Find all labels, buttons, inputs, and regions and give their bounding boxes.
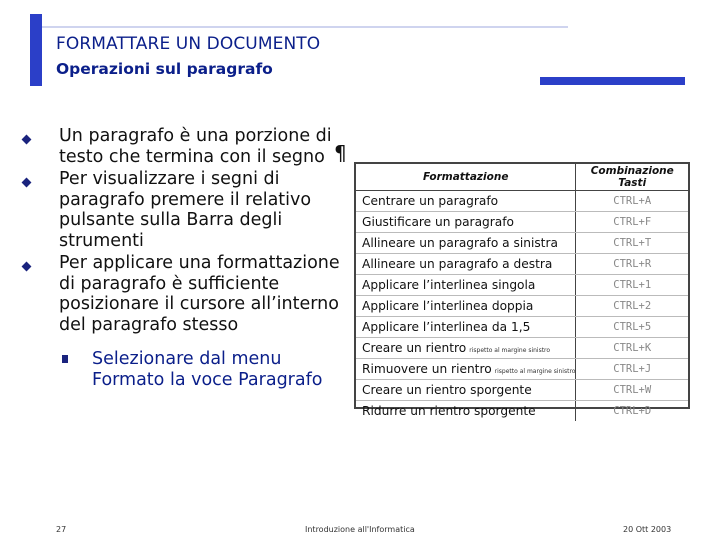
formatting-cell	[356, 212, 576, 233]
formatting-cell	[356, 317, 576, 338]
shortcut-table	[354, 162, 690, 418]
formatting-cell	[356, 296, 576, 317]
diamond-bullet-icon	[22, 135, 32, 145]
square-bullet-icon	[62, 355, 68, 363]
table-row	[356, 317, 688, 338]
table-row	[356, 296, 688, 317]
formatting-note: rispetto al margine sinistro	[469, 347, 551, 354]
slide-title: FORMATTARE UN DOCUMENTO	[56, 34, 321, 54]
formatting-cell	[356, 233, 576, 254]
formatting-cell	[356, 191, 576, 212]
pilcrow-icon: ¶	[334, 141, 347, 165]
formatting-cell	[356, 401, 576, 422]
column-header-formatting: Formattazione	[356, 164, 576, 191]
menu-item-name: Paragrafo	[238, 369, 323, 390]
shortcut-keys: CTRL+J	[576, 359, 688, 380]
formatting-cell	[356, 275, 576, 296]
sub-bullet-prefix: Selezionare dal menu	[92, 349, 282, 369]
shortcut-keys: CTRL+A	[576, 191, 688, 212]
formatting-cell	[356, 254, 576, 275]
bullet-item	[22, 169, 357, 251]
shortcut-keys: CTRL+W	[576, 380, 688, 401]
formatting-action: Applicare l’interlinea doppia	[362, 299, 534, 313]
column-header-keys: Combinazione Tasti	[576, 164, 688, 191]
formatting-action: Rimuovere un rientro	[362, 362, 492, 376]
sub-bullet-item	[22, 349, 357, 390]
bullet-item	[22, 253, 357, 335]
table-row	[356, 275, 688, 296]
shortcut-keys: CTRL+K	[576, 338, 688, 359]
bullet-text: Per visualizzare i segni di paragrafo premere il relativo pulsante sulla Barra degli strumenti	[59, 169, 312, 251]
formatting-action: Centrare un paragrafo	[362, 194, 499, 208]
formatting-cell	[356, 380, 576, 401]
diamond-bullet-icon	[22, 178, 32, 188]
shortcut-keys: CTRL+T	[576, 233, 688, 254]
formatting-action: Allineare un paragrafo a destra	[362, 257, 553, 271]
formatting-action: Applicare l’interlinea singola	[362, 278, 536, 292]
slide-subtitle: Operazioni sul paragrafo	[56, 60, 273, 78]
table-header-row	[356, 164, 688, 191]
formatting-note: rispetto al margine sinistro	[494, 368, 576, 375]
table-row	[356, 212, 688, 233]
bullet-text: Per applicare una formattazione di paragrafo è sufficiente posizionare il cursore all’interno del paragrafo stesso	[59, 253, 340, 335]
bullet-item	[22, 126, 357, 167]
bullet-list	[22, 126, 357, 390]
diamond-bullet-icon	[22, 262, 32, 272]
sub-bullet-middle: la voce	[169, 369, 233, 390]
table-row	[356, 359, 688, 380]
formatting-action: Allineare un paragrafo a sinistra	[362, 236, 558, 250]
formatting-cell	[356, 338, 576, 359]
page-number: 27	[56, 525, 67, 534]
table-row	[356, 254, 688, 275]
footer-course: Introduzione all'Informatica	[305, 525, 415, 534]
shortcut-keys: CTRL+F	[576, 212, 688, 233]
table-row	[356, 191, 688, 212]
formatting-action: Creare un rientro	[362, 341, 467, 355]
shortcut-keys: CTRL+5	[576, 317, 688, 338]
formatting-action: Applicare l’interlinea da 1,5	[362, 320, 531, 334]
menu-name: Formato	[92, 369, 165, 390]
shortcut-keys: CTRL+R	[576, 254, 688, 275]
top-rule	[42, 26, 568, 28]
right-accent-rule	[540, 77, 685, 85]
table-row	[356, 380, 688, 401]
formatting-action: Ridurre un rientro sporgente	[362, 404, 536, 418]
table-row	[356, 233, 688, 254]
accent-bar	[30, 14, 42, 86]
table-row	[356, 401, 688, 422]
table-row	[356, 338, 688, 359]
formatting-action: Giustificare un paragrafo	[362, 215, 514, 229]
shortcut-keys: CTRL+1	[576, 275, 688, 296]
footer-date: 20 Ott 2003	[623, 525, 672, 534]
formatting-cell	[356, 359, 576, 380]
bullet-text: Un paragrafo è una porzione di testo che termina con il segno	[59, 126, 332, 167]
shortcut-keys: CTRL+D	[613, 405, 652, 417]
shortcut-keys: CTRL+2	[576, 296, 688, 317]
formatting-action: Creare un rientro sporgente	[362, 383, 532, 397]
